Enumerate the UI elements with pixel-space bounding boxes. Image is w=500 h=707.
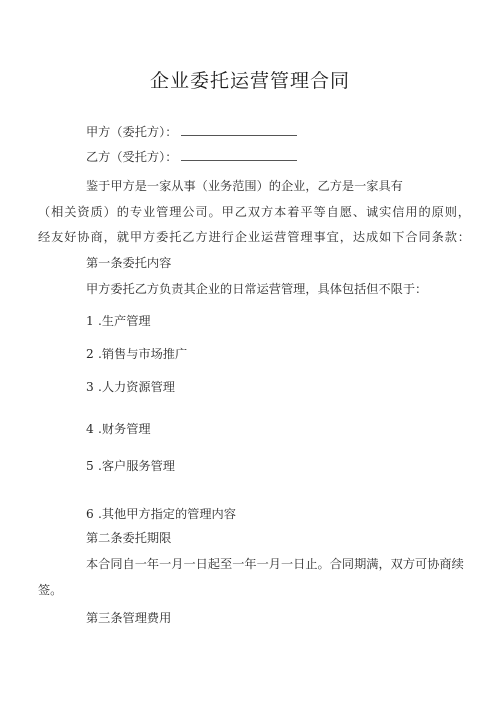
list-item-text: .客户服务管理 (98, 459, 175, 473)
list-item-text: .生产管理 (98, 314, 151, 328)
intro-line-2: （相关资质）的专业管理公司。甲乙双方本着平等自愿、诚实信用的原则， (38, 205, 470, 219)
list-item (86, 379, 175, 395)
party-a-blank (181, 124, 297, 136)
list-item-text: .财务管理 (98, 422, 151, 436)
party-b-blank (181, 149, 297, 161)
list-item-number: 1 (86, 314, 94, 328)
party-a-label: 甲方（委托方）： (86, 125, 178, 139)
intro-line-3: 经友好协商，就甲方委托乙方进行企业运营管理事宜，达成如下合同条款： (38, 230, 470, 244)
list-item-number: 4 (86, 422, 94, 436)
list-item-number: 6 (86, 507, 94, 521)
list-item-number: 5 (86, 459, 94, 473)
list-item (86, 313, 151, 329)
document-title: 企业委托运营管理合同 (149, 70, 350, 92)
list-item-text: .销售与市场推广 (98, 347, 188, 361)
list-item-number: 2 (86, 347, 94, 361)
party-b-label: 乙方（受托方）： (86, 150, 178, 164)
list-item (86, 421, 151, 437)
article2-text-line-1: 本合同自一年一月一日起至一年一月一日止。合同期满，双方可协商续 (86, 557, 464, 571)
list-item-text: .其他甲方指定的管理内容 (98, 507, 236, 521)
list-item (86, 458, 175, 474)
party-b-line (86, 149, 297, 165)
article1-heading: 第一条委托内容 (86, 256, 172, 270)
list-item (86, 506, 236, 522)
article2-text-line-2: 签。 (38, 583, 63, 597)
intro-line-1: 鉴于甲方是一家从事（业务范围）的企业，乙方是一家具有 (86, 179, 403, 193)
article3-heading: 第三条管理费用 (86, 611, 172, 625)
list-item-text: .人力资源管理 (98, 380, 175, 394)
article1-text: 甲方委托乙方负责其企业的日常运营管理，具体包括但不限于： (86, 282, 428, 296)
article2-heading: 第二条委托期限 (86, 531, 172, 545)
list-item-number: 3 (86, 380, 94, 394)
party-a-line (86, 124, 297, 140)
list-item (86, 346, 187, 362)
